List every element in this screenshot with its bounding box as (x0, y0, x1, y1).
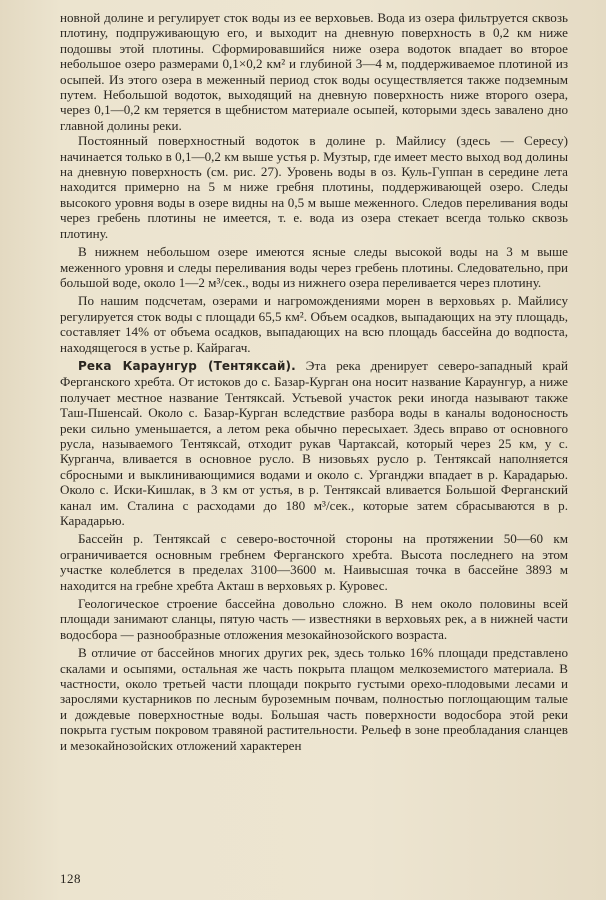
paragraph-text: новной долине и регулирует сток воды из ее верховьев. Вода из озера фильтруется сквозь плотину, подпруживающую его, и выходит на дневную поверхность в 0,2 км ниже подошвы этой плотины. Сформировавшийся ниже озера водоток впадает во второе небольшое озеро размерами 0,1×0,2 км² и глубиной 3—4 м, поддерживаемое плотиной из осыпей. Из этого озера в меженный период сток воды осуществляется также подземным путем. Небольшой водоток, выходящий на дневную поверхность ниже второго озера, через 0,1—0,2 км теряется в щебнистом материале осыпей, которыми здесь завалено дно главной долины реки. (60, 10, 568, 133)
paragraph-regulated-runoff (60, 293, 568, 355)
page-number: 128 (60, 871, 81, 886)
paragraph-surface-cover (60, 645, 568, 753)
section-heading: Река Караунгур (Тентяксай). (78, 358, 296, 373)
paragraph-basin-boundary (60, 531, 568, 593)
paragraph-text: Постоянный поверхностный водоток в долине р. Майлису (здесь — Сересу) начинается только в 0,1—0,2 км выше устья р. Музтыр, где имеет место выход вод долины на дневную поверхность (см. рис. 27). Уровень воды в оз. Куль-Гуппан в середине лета находится примерно на 5 м ниже гребня плотины, поддерживающей озеро. Следы высокого уровня воды в озере видны на 0,5 м выше меженного. Следов переливания воды через гребень плотины не имеется, т. е. вода из озера стекает всегда только сквозь плотину. (60, 133, 568, 241)
paragraph-text: Бассейн р. Тентяксай с северо-восточной стороны на протяжении 50—60 км ограничивается основным гребнем Ферганского хребта. Высота последнего на этом участке колеблется в пределах 3100—3600 м. Наивысшая точка в бассейне 3893 м находится на гребне хребта Акташ в верховьях р. Куровес. (60, 531, 568, 593)
text-column (60, 10, 568, 753)
paragraph-text: В нижнем небольшом озере имеются ясные следы высокой воды на 3 м выше меженного уровня и следы переливания воды через гребень плотины. Следовательно, при большой воде, около 1—2 м³/сек., воды из нижнего озера переливается через плотину. (60, 244, 568, 290)
paragraph-continuation (60, 10, 568, 133)
paragraph-text: Геологическое строение бассейна довольно сложно. В нем около половины всей площади занимают сланцы, пятую часть — известняки в верховьях рек, а в нижней части водосбора — разнообразные отложения мезокайнозойского возраста. (60, 596, 568, 642)
paragraph-text: Эта река дренирует северо-западный край Ферганского хребта. От истоков до с. Базар-Курган она носит название Караунгур, а ниже получает местное название Тентяксай. Устьевой участок реки иногда называют также Таш-Пшенсай. Около с. Базар-Курган вследствие разбора воды в каналы водоносность реки сильно уменьшается, а летом река обычно пересыхает. Здесь вправо от основного русла, называемого Тентяксай, отходит рукав Чартаксай, который через 25 км, у с. Курганча, вливается в основное русло. В низовьях русло р. Тентяксай наполняется сбросными и выклинивающимися водами и около с. Урганджи впадает в р. Карадарью. Около с. Иски-Кишлак, в 3 км от устья, в р. Тентяксай вливается Большой Ферганский канал им. Сталина с расходами до 180 м³/сек., которые затем сбрасываются в р. Карадарью. (60, 357, 568, 528)
paragraph-lower-lake (60, 244, 568, 290)
paragraph-text: По нашим подсчетам, озерами и нагромождениями морен в верховьях р. Майлису регулируется сток воды с площади 65,5 км². Объем осадков, выпадающих на эту площадь, составляет 14% от объема осадков, выпадающих на всю площадь бассейна до водпоста, находящегося в устье р. Кайрагач. (60, 293, 568, 355)
paragraph-karaungur-river (60, 358, 568, 528)
paragraph-mailisu-watercourse (60, 133, 568, 241)
paragraph-text: В отличие от бассейнов многих других рек, здесь только 16% площади представлено скалами и осыпями, остальная же часть покрыта плащом мелкоземистого материала. В частности, около третьей части площади покрыто густыми орехо-плодовыми лесами и зарослями кустарников по лесным буроземным почвам, полностью поглощающим талые и дождевые поверхностные воды. Большая часть поверхности водосбора этой реки покрыта густым покровом травяной растительности. Рельеф в зоне преобладания сланцев и мезокайнозойских отложений характерен (60, 645, 568, 753)
paragraph-geology (60, 596, 568, 642)
